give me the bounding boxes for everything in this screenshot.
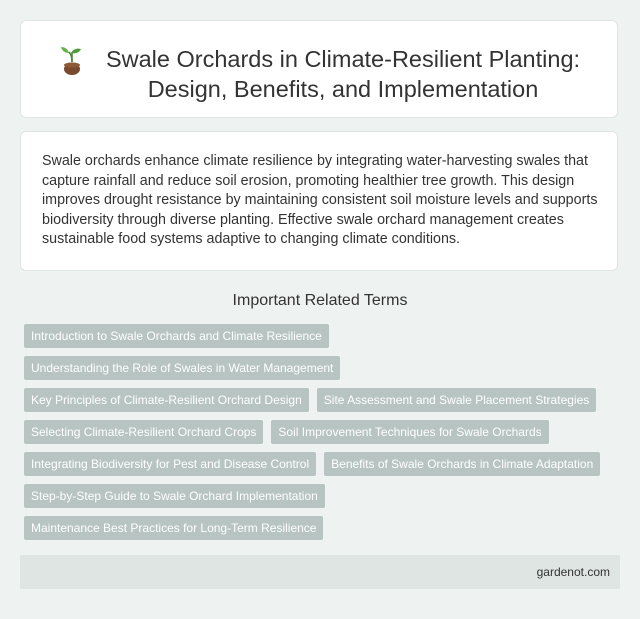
related-term-tag[interactable]: Soil Improvement Techniques for Swale Orchards [271, 420, 548, 444]
tag-row [24, 324, 616, 348]
tag-row [24, 484, 616, 508]
related-term-tag[interactable]: Benefits of Swale Orchards in Climate Adaptation [324, 452, 600, 476]
summary-paragraph: Swale orchards enhance climate resilience by integrating water-harvesting swales that capture rainfall and reduce soil erosion, promoting healthier tree growth. This design improves drought resistance by maintaining consistent soil moisture levels and supports biodiversity through diverse planting. Effective swale orchard management creates sustainable food systems adaptive to changing climate conditions. [42, 153, 598, 247]
related-term-tag[interactable]: Integrating Biodiversity for Pest and Disease Control [24, 452, 316, 476]
related-terms-list [24, 324, 616, 548]
related-term-tag[interactable]: Understanding the Role of Swales in Water Management [24, 356, 340, 380]
tag-row [24, 388, 616, 412]
page-title: Swale Orchards in Climate-Resilient Planting: Design, Benefits, and Implementation [105, 46, 581, 102]
tag-row [24, 516, 616, 540]
tag-row [24, 452, 616, 476]
related-term-tag[interactable]: Site Assessment and Swale Placement Strategies [317, 388, 596, 412]
related-term-tag[interactable]: Selecting Climate-Resilient Orchard Crops [24, 420, 263, 444]
source-link[interactable]: gardenot.com [536, 565, 610, 579]
related-term-tag[interactable]: Step-by-Step Guide to Swale Orchard Implementation [24, 484, 325, 508]
tag-row [24, 356, 616, 380]
tag-row [24, 420, 616, 444]
related-term-tag[interactable]: Introduction to Swale Orchards and Climate Resilience [24, 324, 329, 348]
related-terms-heading: Important Related Terms [232, 292, 408, 309]
related-term-tag[interactable]: Maintenance Best Practices for Long-Term Resilience [24, 516, 323, 540]
footer [20, 555, 620, 589]
related-term-tag[interactable]: Key Principles of Climate-Resilient Orchard Design [24, 388, 309, 412]
title-card [20, 20, 618, 118]
summary-card [20, 131, 618, 271]
